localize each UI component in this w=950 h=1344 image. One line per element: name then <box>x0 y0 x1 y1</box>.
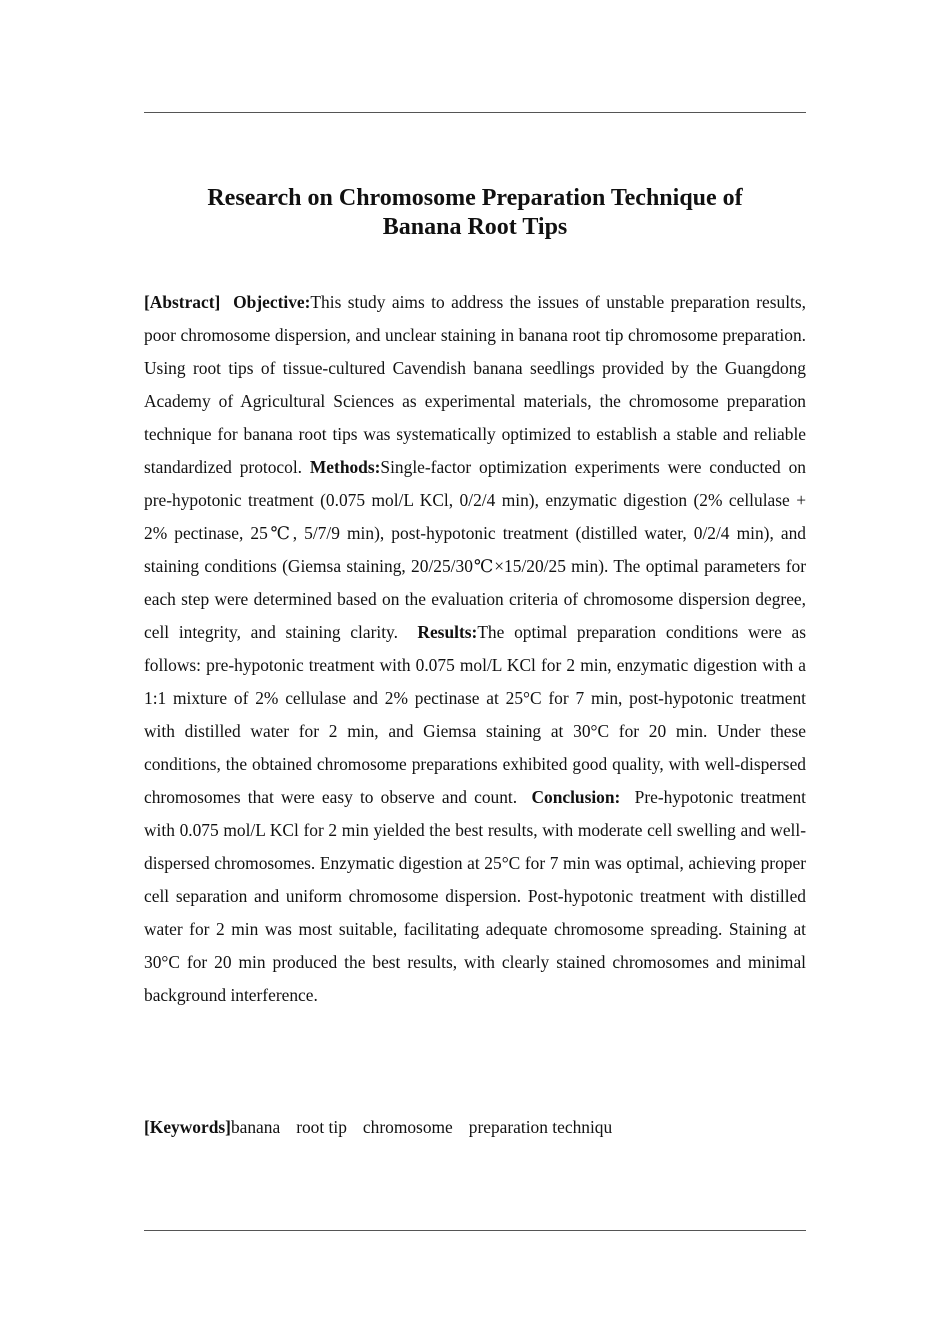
methods-text: Single-factor optimization experiments were conducted on pre-hypotonic treatment (0.075 mol/L KCl, 0/2/4 min), enzymatic digestion (2% cellulase + 2% pectinase, 25℃, 5/7/9 min), post-hypotonic treatment (distilled water, 0/2/4 min), and staining conditions (Giemsa staining, 20/25/30℃×15/20/25 min). The optimal parameters for each step were determined based on the evaluation criteria of chromosome dispersion degree, cell integrity, and staining clarity. <box>144 457 806 642</box>
keywords-line <box>144 1111 806 1144</box>
keywords-label: [Keywords] <box>144 1117 231 1137</box>
title-line-2: Banana Root Tips <box>382 214 568 240</box>
results-label: Results: <box>417 622 478 642</box>
abstract-tag: [Abstract] <box>144 292 221 312</box>
objective-text: This study aims to address the issues of unstable preparation results, poor chromosome dispersion, and unclear staining in banana root tip chromosome preparation. Using root tips of tissue-cultured Cavendish banana seedlings provided by the Guangdong Academy of Agricultural Sciences as experimental materials, the chromosome preparation technique for banana root tips was systematically optimized to establish a stable and reliable standardized protocol. <box>144 292 806 477</box>
top-rule <box>144 112 806 113</box>
keyword-item: chromosome <box>362 1117 453 1137</box>
keyword-item: root tip <box>296 1117 347 1137</box>
conclusion-text: Pre-hypotonic treatment with 0.075 mol/L KCl for 2 min yielded the best results, with moderate cell swelling and well-dispersed chromosomes. Enzymatic digestion at 25°C for 7 min was optimal, achieving proper cell separation and uniform chromosome dispersion. Post-hypotonic treatment with distilled water for 2 min was most suitable, facilitating adequate chromosome spreading. Staining at 30°C for 20 min produced the best results, with clearly stained chromosomes and minimal background interference. <box>144 787 806 1005</box>
bottom-rule <box>144 1230 806 1231</box>
methods-label: Methods: <box>309 457 381 477</box>
paper-title <box>144 184 806 242</box>
results-text: The optimal preparation conditions were as follows: pre-hypotonic treatment with 0.075 mol/L KCl for 2 min, enzymatic digestion with a 1:1 mixture of 2% cellulase and 2% pectinase at 25°C for 7 min, post-hypotonic treatment with distilled water for 2 min, and Giemsa staining at 30°C for 20 min. Under these conditions, the obtained chromosome preparations exhibited good quality, with well-dispersed chromosomes that were easy to observe and count. <box>144 622 807 807</box>
keyword-item: banana <box>230 1117 281 1137</box>
title-line-1: Research on Chromosome Preparation Technique of <box>207 185 743 211</box>
abstract-paragraph <box>144 286 806 1012</box>
objective-label: Objective: <box>233 292 311 312</box>
conclusion-label: Conclusion: <box>531 787 621 807</box>
keyword-item: preparation techniqu <box>468 1117 613 1137</box>
